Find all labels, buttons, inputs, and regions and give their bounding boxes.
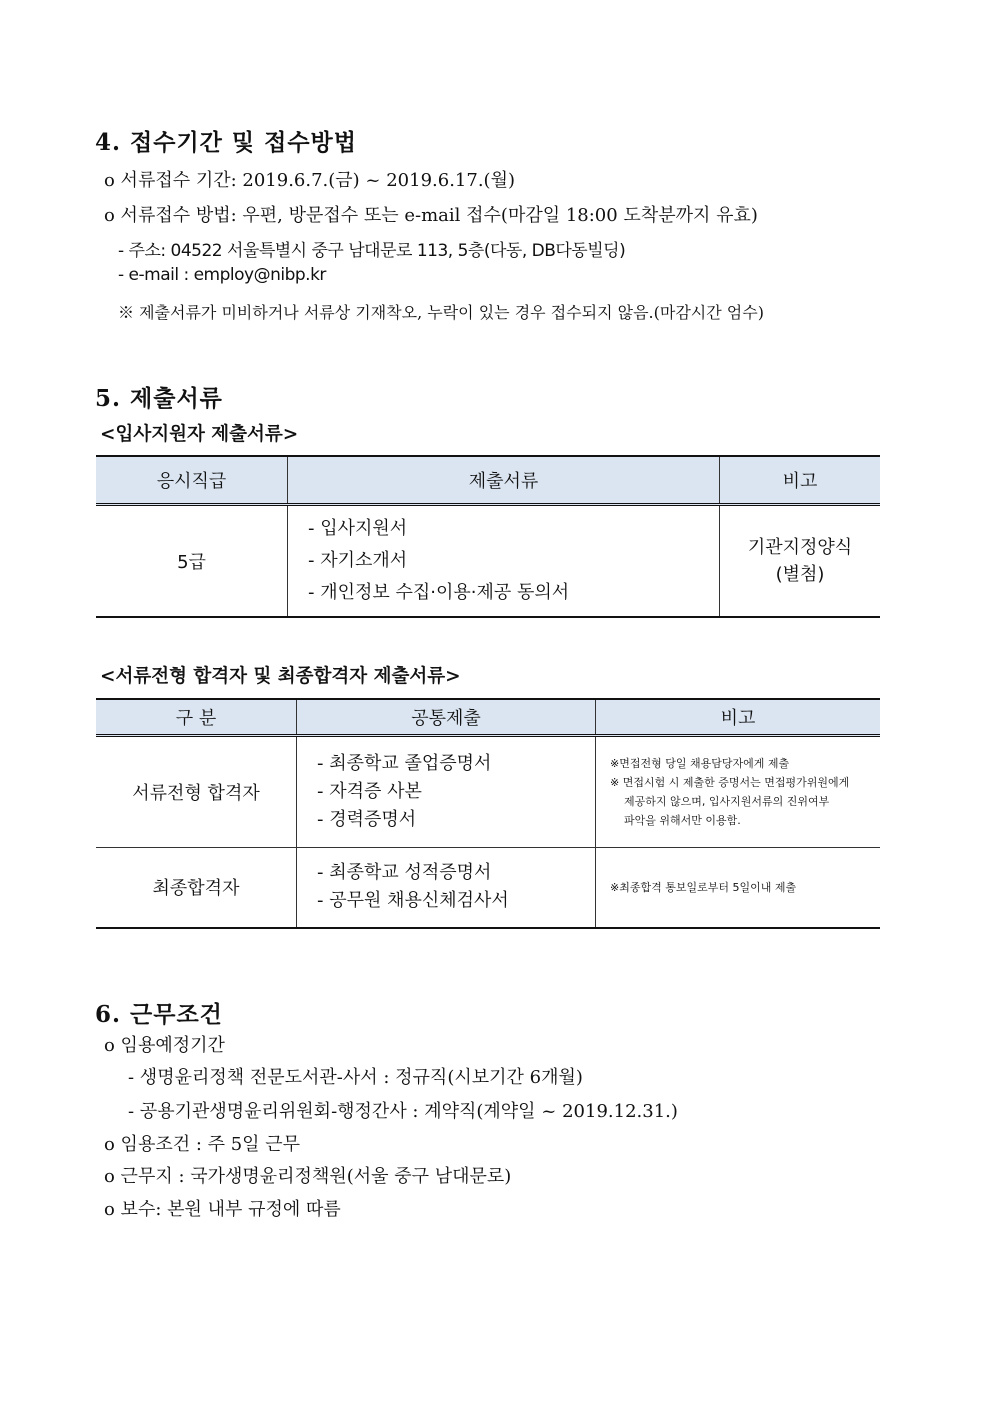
header-remarks: 비고 — [720, 456, 881, 505]
table-row — [96, 736, 880, 848]
table1-caption: <입사지원자 제출서류> — [100, 424, 299, 445]
documents-cell — [288, 505, 720, 617]
employment-period-item: - 생명윤리정책 전문도서관-사서 : 정규직(시보기간 6개월) — [128, 1067, 583, 1088]
note-line: 파악을 위해서만 이용함. — [624, 814, 741, 827]
submission-notice: ※ 제출서류가 미비하거나 서류상 기재착오, 누락이 있는 경우 접수되지 않음.(마감시간 엄수) — [118, 303, 764, 322]
section-5-title: 5. 제출서류 — [95, 385, 223, 412]
table-header-row — [96, 699, 880, 736]
note-line: ※최종합격 통보일로부터 5일이내 제출 — [610, 880, 797, 894]
note-line: 제공하지 않으며, 입사지원서류의 진위여부 — [624, 795, 830, 808]
list-item: - 공무원 채용신체검사서 — [317, 890, 509, 912]
successful-candidates-documents-table — [96, 698, 880, 929]
header-category: 구 분 — [96, 699, 297, 736]
note-line: ※면접전형 당일 채용담당자에게 제출 — [610, 757, 790, 770]
remarks-cell — [596, 848, 881, 928]
remark-line: (별첨) — [775, 563, 825, 585]
note-line: ※ 면접시험 시 제출한 증명서는 면접평가위원에게 — [610, 776, 850, 789]
remarks-cell — [596, 736, 881, 848]
email-line: - e-mail : employ@nibp.kr — [118, 265, 326, 285]
salary: o 보수: 본원 내부 규정에 따름 — [104, 1199, 341, 1220]
submission-method: o 서류접수 방법: 우편, 방문접수 또는 e-mail 접수(마감일 18:00 도착분까지 유효) — [104, 205, 758, 226]
table-row — [96, 505, 880, 617]
list-item: - 최종학교 성적증명서 — [317, 862, 492, 884]
list-item: - 자기소개서 — [308, 549, 408, 571]
list-item: - 경력증명서 — [317, 809, 417, 830]
employment-conditions: o 임용조건 : 주 5일 근무 — [104, 1134, 301, 1155]
header-remarks: 비고 — [596, 699, 881, 736]
documents-cell — [297, 848, 596, 928]
category-cell: 서류전형 합격자 — [96, 736, 297, 848]
remarks-cell — [720, 505, 881, 617]
header-documents: 제출서류 — [288, 456, 720, 505]
applicant-documents-table — [96, 455, 880, 618]
submission-period: o 서류접수 기간: 2019.6.7.(금) ~ 2019.6.17.(월) — [104, 170, 515, 191]
table-header-row — [96, 456, 880, 505]
employment-period-item: - 공용기관생명윤리위원회-행정간사 : 계약직(계약일 ~ 2019.12.31.) — [128, 1101, 678, 1122]
list-item: - 최종학교 졸업증명서 — [317, 753, 492, 774]
category-cell: 최종합격자 — [96, 848, 297, 928]
table2-caption: <서류전형 합격자 및 최종합격자 제출서류> — [100, 666, 461, 687]
remark-line: 기관지정양식 — [747, 536, 853, 558]
header-common-documents: 공통제출 — [297, 699, 596, 736]
grade-cell: 5급 — [96, 505, 288, 617]
address-line: - 주소: 04522 서울특별시 중구 남대문로 113, 5층(다동, DB다동빌딩) — [118, 241, 626, 261]
employment-period-label: o 임용예정기간 — [104, 1035, 225, 1056]
list-item: - 입사지원서 — [308, 517, 408, 539]
workplace: o 근무지 : 국가생명윤리정책원(서울 중구 남대문로) — [104, 1166, 512, 1187]
section-6-title: 6. 근무조건 — [95, 1001, 223, 1028]
header-grade: 응시직급 — [96, 456, 288, 505]
section-4-title: 4. 접수기간 및 접수방법 — [95, 129, 357, 156]
table-row — [96, 848, 880, 928]
list-item: - 개인정보 수집·이용·제공 동의서 — [308, 581, 570, 603]
list-item: - 자격증 사본 — [317, 781, 422, 802]
documents-cell — [297, 736, 596, 848]
